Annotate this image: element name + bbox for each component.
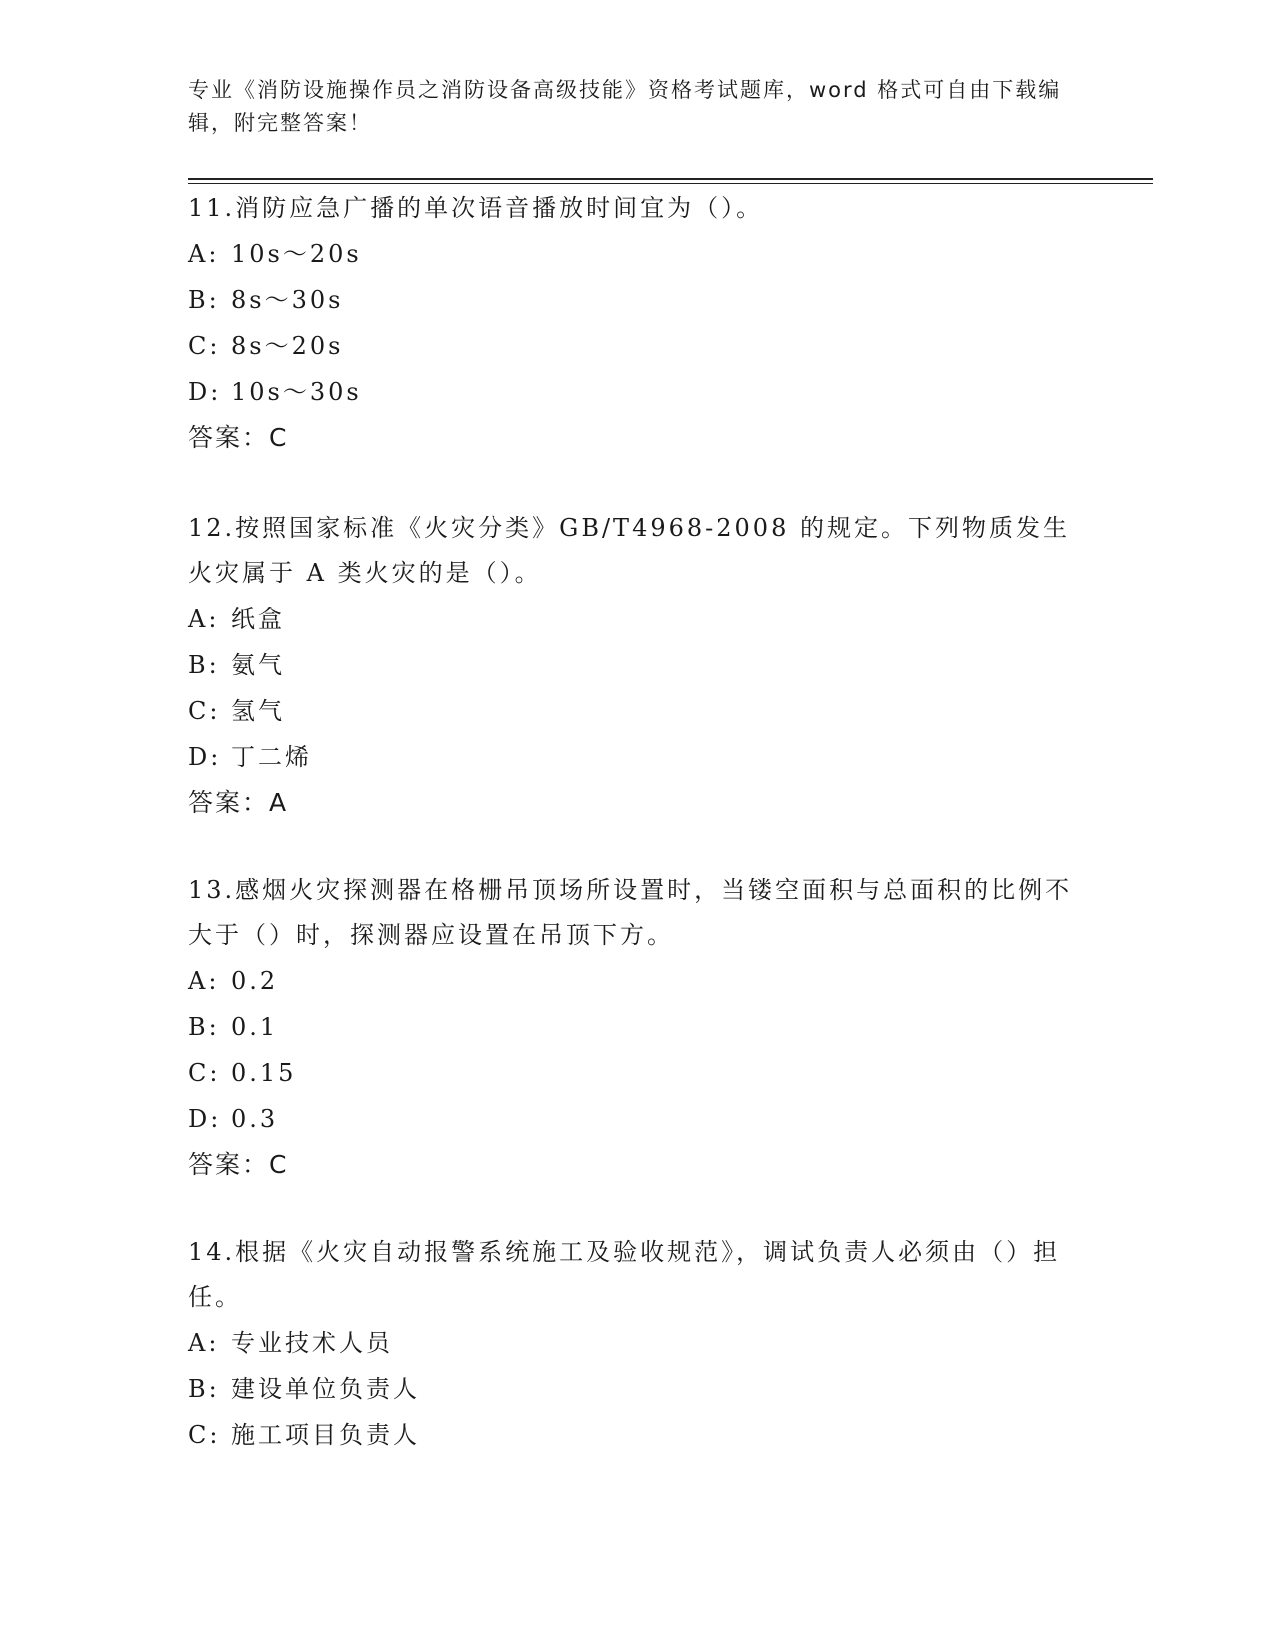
option-letter: B: bbox=[188, 651, 220, 679]
option-d bbox=[188, 734, 1078, 780]
option-text: 10s～20s bbox=[231, 240, 362, 268]
question-13 bbox=[188, 868, 1078, 1188]
option-text: 8s～20s bbox=[231, 332, 344, 360]
option-text: 10s～30s bbox=[231, 378, 362, 406]
option-text: 0.2 bbox=[231, 967, 279, 995]
option-a bbox=[188, 1320, 1078, 1366]
option-c bbox=[188, 688, 1078, 734]
option-b bbox=[188, 277, 1078, 323]
option-text: 氢气 bbox=[231, 697, 285, 725]
question-text: 14.根据《火灾自动报警系统施工及验收规范》，调试负责人必须由（）担任。 bbox=[188, 1238, 1061, 1311]
question-text: 11.消防应急广播的单次语音播放时间宜为（）。 bbox=[188, 194, 764, 222]
option-a bbox=[188, 596, 1078, 642]
option-b bbox=[188, 1004, 1078, 1050]
option-letter: A: bbox=[188, 967, 220, 995]
option-letter: B: bbox=[188, 1375, 220, 1403]
option-letter: A: bbox=[188, 1329, 220, 1357]
option-text: 氨气 bbox=[231, 651, 285, 679]
answer-line: 答案：A bbox=[188, 788, 289, 817]
option-letter: C: bbox=[188, 1059, 221, 1087]
option-text: 0.3 bbox=[231, 1105, 279, 1133]
option-text: 8s～30s bbox=[231, 286, 344, 314]
document-intro: 专业《消防设施操作员之消防设备高级技能》资格考试题库，word 格式可自由下载编辑，附完整答案！ bbox=[188, 78, 1062, 135]
option-letter: A: bbox=[188, 240, 220, 268]
header-divider-thin bbox=[188, 183, 1153, 184]
option-letter: B: bbox=[188, 1013, 220, 1041]
option-text: 0.15 bbox=[231, 1059, 297, 1087]
option-d bbox=[188, 369, 1078, 415]
question-14 bbox=[188, 1230, 1078, 1458]
option-text: 专业技术人员 bbox=[231, 1329, 393, 1357]
answer-line: 答案：C bbox=[188, 1150, 289, 1179]
option-letter: D: bbox=[188, 378, 222, 406]
question-text: 12.按照国家标准《火灾分类》GB/T4968-2008 的规定。下列物质发生火灾属于 A 类火灾的是（）。 bbox=[188, 514, 1070, 587]
option-b bbox=[188, 642, 1078, 688]
option-letter: C: bbox=[188, 332, 221, 360]
option-letter: A: bbox=[188, 605, 220, 633]
option-letter: B: bbox=[188, 286, 220, 314]
option-letter: D: bbox=[188, 743, 222, 771]
answer-line: 答案：C bbox=[188, 423, 289, 452]
option-text: 建设单位负责人 bbox=[231, 1375, 420, 1403]
option-text: 纸盒 bbox=[231, 605, 285, 633]
header-divider-thick bbox=[188, 178, 1153, 180]
option-c bbox=[188, 1050, 1078, 1096]
option-a bbox=[188, 231, 1078, 277]
option-text: 施工项目负责人 bbox=[231, 1421, 420, 1449]
option-c bbox=[188, 1412, 1078, 1458]
question-12 bbox=[188, 506, 1078, 826]
option-letter: D: bbox=[188, 1105, 222, 1133]
option-letter: C: bbox=[188, 697, 221, 725]
option-c bbox=[188, 323, 1078, 369]
option-text: 0.1 bbox=[231, 1013, 279, 1041]
option-d bbox=[188, 1096, 1078, 1142]
question-11 bbox=[188, 186, 1078, 461]
question-text: 13.感烟火灾探测器在格栅吊顶场所设置时，当镂空面积与总面积的比例不大于（）时，探测器应设置在吊顶下方。 bbox=[188, 876, 1073, 949]
option-letter: C: bbox=[188, 1421, 221, 1449]
option-text: 丁二烯 bbox=[231, 743, 312, 771]
option-b bbox=[188, 1366, 1078, 1412]
option-a bbox=[188, 958, 1078, 1004]
